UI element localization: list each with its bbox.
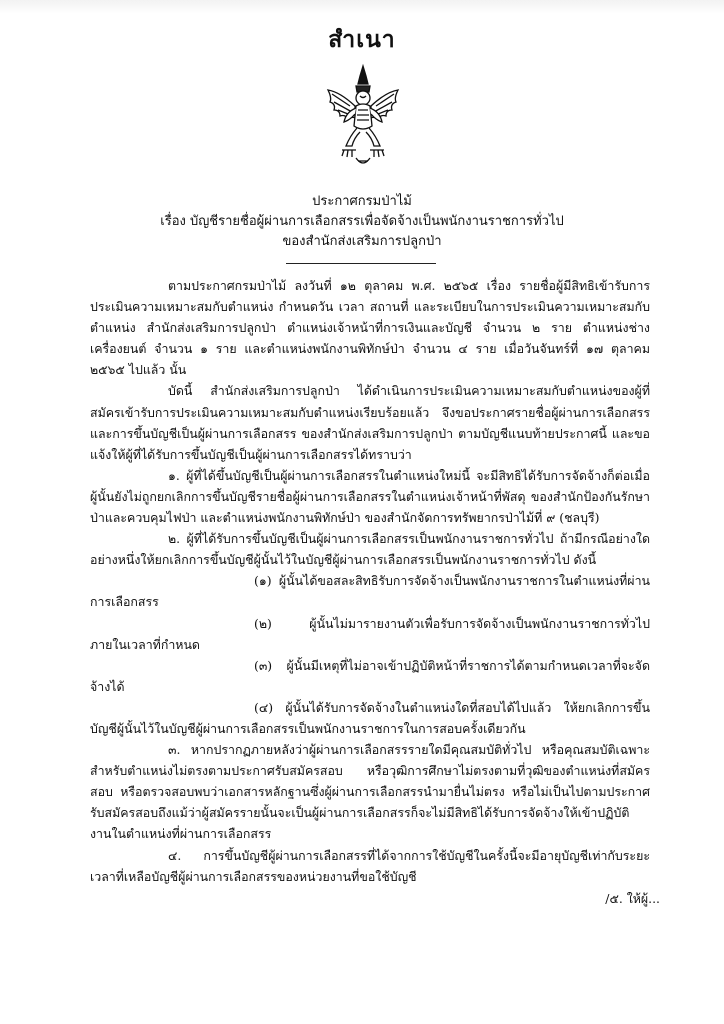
office-line: ของสำนักส่งเสริมการปลูกป่า [282,234,442,249]
garuda-emblem-icon [322,62,404,172]
copy-stamp: สำเนา [328,27,396,53]
paragraph-reference: ตามประกาศกรมป่าไม้ ลงวันที่ ๑๒ ตุลาคม พ.ศ. ๒๕๖๕ เรื่อง รายชื่อผู้มีสิทธิเข้ารับการประเมินความเหมาะสมกับตำแหน่ง กำหนดวัน เวลา สถานที่ และระเบียบในการประเมินความเหมาะสมกับตำแหน่ง สำนักส่งเสริมการปลูกป่า ตำแหน่งเจ้าหน้าที่การเงินและบัญชี จำนวน ๒ ราย ตำแหน่งช่างเครื่องยนต์ จำนวน ๑ ราย และตำแหน่งพนักงานพิทักษ์ป่า จำนวน ๔ ราย เมื่อวันจันทร์ที่ ๑๗ ตุลาคม ๒๕๖๕ ไปแล้ว นั้น [90,278,650,378]
sub-clause-1: (๑) ผู้นั้นได้ขอสละสิทธิรับการจัดจ้างเป็นพนักงานราชการในตำแหน่งที่ผ่านการเลือกสรร [90,573,650,610]
sub-clause-4: (๔) ผู้นั้นได้รับการจัดจ้างในตำแหน่งใดที่สอบได้ไปแล้ว ให้ยกเลิกการขึ้นบัญชีผู้นั้นไว้ในบัญชีผู้ผ่านการเลือกสรรเป็นพนักงานราชการในการสอบครั้งเดียวกัน [90,699,650,736]
sub-clause-2: (๒) ผู้นั้นไม่มารายงานตัวเพื่อรับการจัดจ้างเป็นพนักงานราชการทั่วไป ภายในเวลาที่กำหนด [90,615,650,652]
paragraph-clause-1: ๑. ผู้ที่ได้ขึ้นบัญชีเป็นผู้ผ่านการเลือกสรรในตำแหน่งใหม่นี้ จะมีสิทธิได้รับการจัดจ้างก็ต่อเมื่อผู้นั้นยังไม่ถูกยกเลิกการขึ้นบัญชีรายชื่อผู้ผ่านการเลือกสรรในตำแหน่งเจ้าหน้าที่พัสดุ ของสำนักป้องกันรักษาป่าและควบคุมไฟป่า และตำแหน่งพนักงานพิทักษ์ป่า ของสำนักจัดการทรัพยากรป่าไม้ที่ ๙ (ชลบุรี) [90,467,650,526]
sub-clause-3: (๓) ผู้นั้นมีเหตุที่ไม่อาจเข้าปฏิบัติหน้าที่ราชการได้ตามกำหนดเวลาที่จะจัดจ้างได้ [90,657,650,694]
issuer-line: ประกาศกรมป่าไม้ [312,194,412,209]
scan-edge [0,0,724,14]
page-continuation: /๕. ให้ผู้... [605,891,660,906]
subject-line: เรื่อง บัญชีรายชื่อผู้ผ่านการเลือกสรรเพื่อจัดจ้างเป็นพนักงานราชการทั่วไป [160,214,564,229]
header-divider [286,263,436,264]
paragraph-clause-2: ๒. ผู้ที่ได้รับการขึ้นบัญชีเป็นผู้ผ่านการเลือกสรรเป็นพนักงานราชการทั่วไป ถ้ามีกรณีอย่างใดอย่างหนึ่งให้ยกเลิกการขึ้นบัญชีผู้นั้นไว้ในบัญชีผู้ผ่านการเลือกสรรเป็นพนักงานราชการทั่วไป ดังนี้ [90,531,650,568]
paragraph-announcement: บัดนี้ สำนักส่งเสริมการปลูกป่า ได้ดำเนินการประเมินความเหมาะสมกับตำแหน่งของผู้ที่สมัครเข้ารับการประเมินความเหมาะสมกับตำแหน่งเรียบร้อยแล้ว จึงขอประกาศรายชื่อผู้ผ่านการเลือกสรรและการขึ้นบัญชีเป็นผู้ผ่านการเลือกสรร ของสำนักส่งเสริมการปลูกป่า ตามบัญชีแนบท้ายประกาศนี้ และขอแจ้งให้ผู้ที่ได้รับการขึ้นบัญชีเป็นผู้ผ่านการเลือกสรรได้ทราบว่า [90,383,650,462]
announcement-header [0,192,724,252]
paragraph-clause-4: ๔. การขึ้นบัญชีผู้ผ่านการเลือกสรรที่ได้จากการใช้บัญชีในครั้งนี้จะมีอายุบัญชีเท่ากับระยะเวลาที่เหลือบัญชีผู้ผ่านการเลือกสรรของหน่วยงานที่ขอใช้บัญชี [90,847,650,884]
paragraph-clause-3: ๓. หากปรากฏภายหลังว่าผู้ผ่านการเลือกสรรรายใดมีคุณสมบัติทั่วไป หรือคุณสมบัติเฉพาะสำหรับตำแหน่งไม่ตรงตามประกาศรับสมัครสอบ หรือวุฒิการศึกษาไม่ตรงตามที่วุฒิของตำแหน่งที่สมัครสอบ หรือตรวจสอบพบว่าเอกสารหลักฐานซึ่งผู้ผ่านการเลือกสรรนำมายื่นไม่ตรง หรือไม่เป็นไปตามประกาศรับสมัครสอบถึงแม้ว่าผู้สมัครรายนั้นจะเป็นผู้ผ่านการเลือกสรรก็จะไม่มีสิทธิได้รับการจัดจ้างให้เข้าปฏิบัติงานในตำแหน่งที่ผ่านการเลือกสรร [90,742,650,842]
announcement-body [90,275,650,887]
